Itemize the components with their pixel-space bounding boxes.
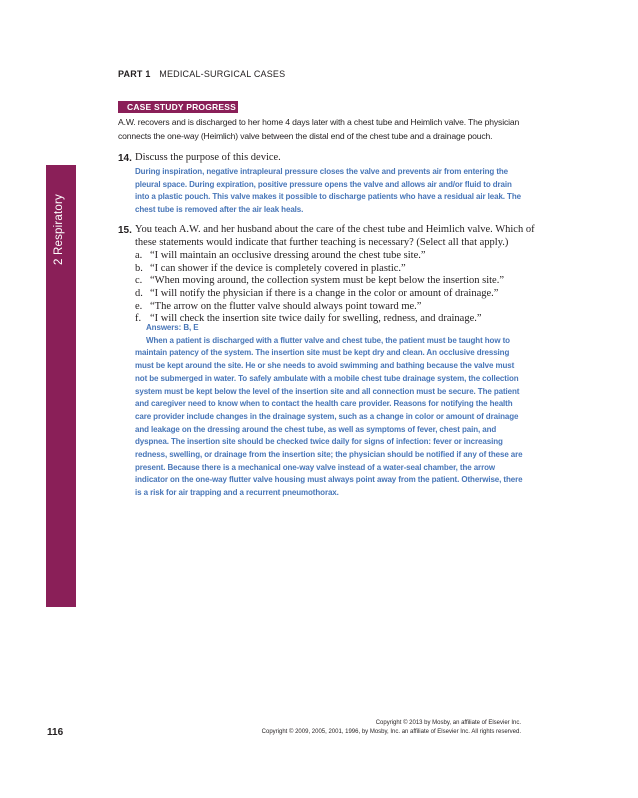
answers-label: Answers: B, E: [146, 323, 199, 332]
question-14-number: 14.: [118, 153, 132, 164]
running-header: [118, 69, 285, 79]
option-b: b. “I can shower if the device is completely covered in plastic.”: [135, 262, 406, 274]
question-15-number: 15.: [118, 225, 132, 236]
part-title: MEDICAL-SURGICAL CASES: [159, 69, 286, 79]
copyright-line-2: Copyright © 2009, 2005, 2001, 1996, by Mosby, Inc. an affiliate of Elsevier Inc. All rights reserved.: [261, 729, 521, 735]
case-study-progress-badge: CASE STUDY PROGRESS: [118, 101, 238, 113]
part-number: PART 1: [118, 69, 151, 79]
question-15-options: [135, 250, 535, 326]
question-15-answer-block: [135, 322, 525, 500]
option-c: c. “When moving around, the collection system must be kept below the insertion site.”: [135, 275, 505, 287]
option-a: a. “I will maintain an occlusive dressing around the chest tube site.”: [135, 250, 426, 261]
option-d: d. “I will notify the physician if there is a change in the color or amount of drainage.”: [135, 287, 499, 299]
question-15-rationale: When a patient is discharged with a flutter valve and chest tube, the patient must be taught how to maintain patency of the system. The insertion site must be kept dry and clean. An occlusive dressing must be kept around the site. He or she needs to avoid swimming and bathing because the valve must not be submerged in water. To safely ambulate with a mobile chest tube drainage system, the collection system must be kept below the level of the insertion site and all connection must be secure. The patient and caregiver need to know when to contact the health care provider. Reasons for notifying the health care provider include changes in the drainage system, such as a change in color or amount of drainage and leakage on the dressing around the chest tube, as well as symptoms of fever, chest pain, and dyspnea. The insertion site should be checked twice daily for signs of infection: fever or increasing redness, swelling, or drainage from the insertion site; the physician should be notified if any of these are present. Because there is a mechanical one-way valve instead of a water-seal chamber, the arrow indicator on the one-way flutter valve housing must always point away from the patient. Otherwise, there is a risk for air trapping and a recurrent pneumothorax.: [135, 335, 523, 498]
question-15-text: You teach A.W. and her husband about the care of the chest tube and Heimlich valve. Which of these statements would indicate that further teaching is necessary? (Select all that apply.): [135, 224, 535, 248]
question-14-text: Discuss the purpose of this device.: [135, 152, 281, 163]
page-number: 116: [47, 727, 64, 738]
question-14-answer: During inspiration, negative intrapleural pressure closes the valve and prevents air from entering the pleural space. During expiration, positive pressure opens the valve and allows air and/or fluid to drain into a plastic pouch. This valve makes it possible to discharge patients who have a residual air leak. The chest tube is removed after the air leak heals.: [135, 167, 521, 214]
case-study-progress-text: A.W. recovers and is discharged to her home 4 days later with a chest tube and Heimlich valve. The physician connects the one-way (Heimlich) valve between the distal end of the chest tube and a drainage pouch.: [118, 117, 520, 141]
option-f: f. “I will check the insertion site twice daily for swelling, redness, and drainage.”: [135, 313, 482, 325]
chapter-side-label: 2 Respiratory: [53, 194, 65, 265]
copyright-line-1: Copyright © 2013 by Mosby, an affiliate of Elsevier Inc.: [375, 720, 521, 726]
option-e: e. “The arrow on the flutter valve should always point toward me.”: [135, 300, 422, 312]
